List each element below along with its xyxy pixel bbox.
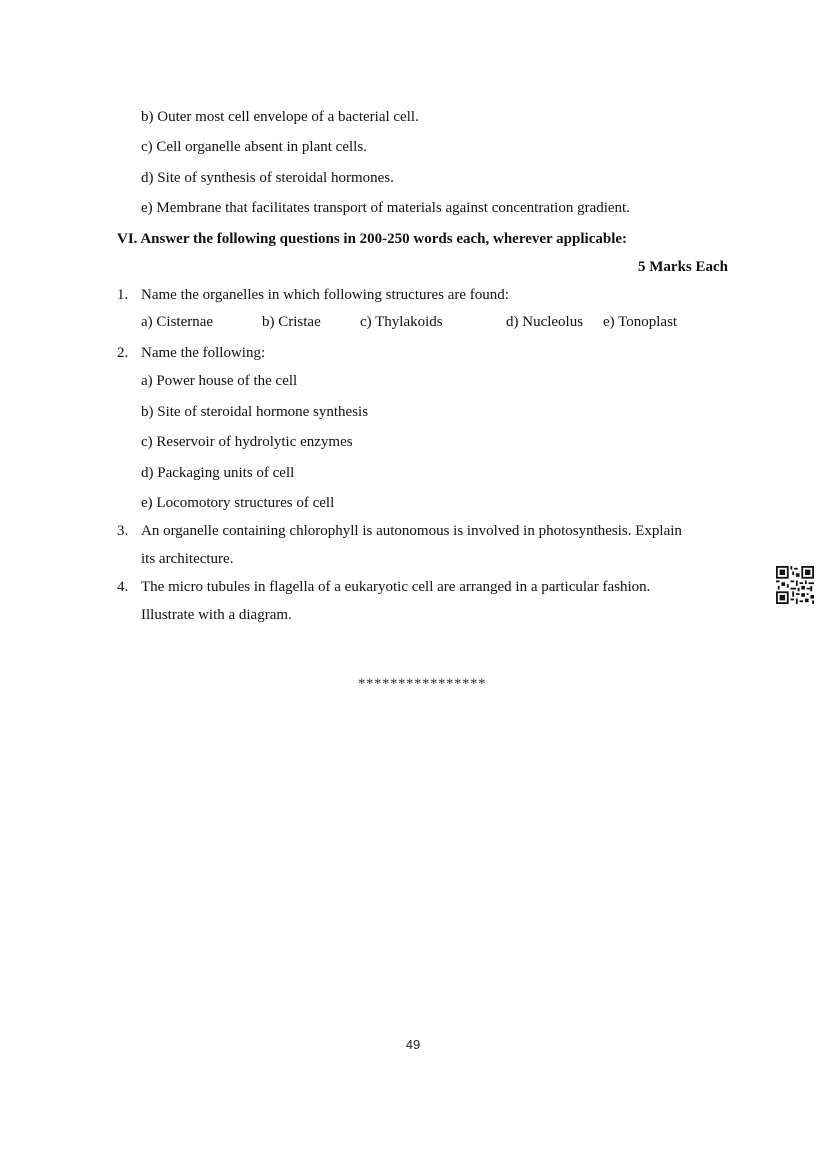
list-item: c) Reservoir of hydrolytic enzymes: [141, 434, 353, 450]
prev-item-c: c) Cell organelle absent in plant cells.: [141, 139, 367, 155]
list-item: a) Power house of the cell: [141, 373, 298, 389]
option-cristae: b) Cristae: [262, 314, 321, 330]
question-number: 3.: [117, 523, 129, 539]
question-number: 4.: [117, 579, 129, 595]
question-text: Name the organelles in which following structures are found:: [141, 287, 509, 303]
section-marks: 5 Marks Each: [638, 259, 728, 275]
list-item: d) Packaging units of cell: [141, 465, 295, 481]
option-thylakoids: c) Thylakoids: [360, 314, 443, 330]
option-tonoplast: e) Tonoplast: [603, 314, 678, 330]
question-text-cont: Illustrate with a diagram.: [141, 607, 292, 623]
option-nucleolus: d) Nucleolus: [506, 314, 584, 330]
list-item: b) Site of steroidal hormone synthesis: [141, 404, 369, 420]
section-heading: VI. Answer the following questions in 200-250 words each, wherever applicable:: [117, 231, 628, 247]
question-text: The micro tubules in flagella of a eukaryotic cell are arranged in a particular fashion.: [141, 579, 651, 595]
question-text-cont: its architecture.: [141, 551, 234, 567]
prev-item-d: d) Site of synthesis of steroidal hormones.: [141, 170, 394, 186]
page-number: 49: [405, 1037, 421, 1052]
section-separator: ****************: [358, 676, 486, 692]
list-item: e) Locomotory structures of cell: [141, 495, 335, 511]
question-number: 2.: [117, 345, 129, 361]
qr-code-icon[interactable]: [776, 566, 814, 604]
prev-item-e: e) Membrane that facilitates transport of materials against concentration gradient.: [141, 200, 630, 216]
question-number: 1.: [117, 287, 129, 303]
question-text: Name the following:: [141, 345, 266, 361]
option-cisternae: a) Cisternae: [141, 314, 214, 330]
question-text: An organelle containing chlorophyll is autonomous is involved in photosynthesis. Explain: [141, 523, 682, 539]
prev-item-b: b) Outer most cell envelope of a bacterial cell.: [141, 109, 419, 125]
